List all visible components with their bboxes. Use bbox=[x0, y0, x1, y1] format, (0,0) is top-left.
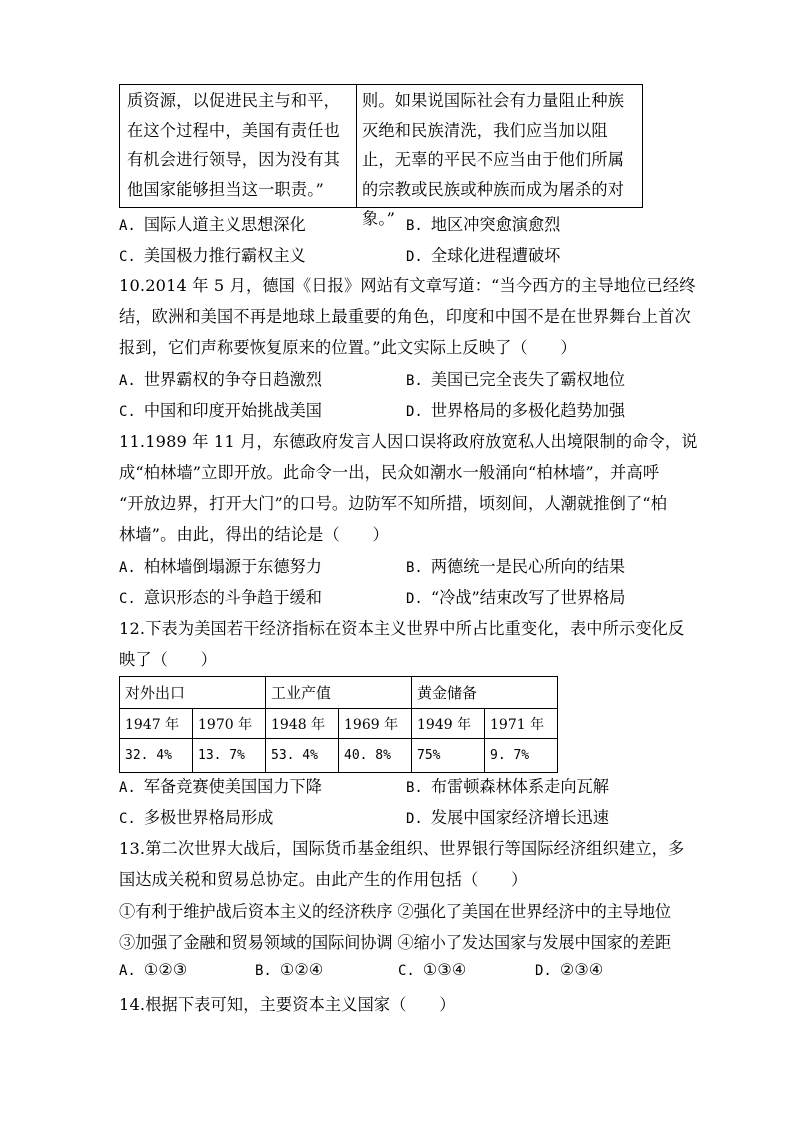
table-year-cell: 1947 年 bbox=[120, 709, 193, 739]
option-label: C. bbox=[119, 591, 136, 607]
q10-option-c[interactable] bbox=[119, 397, 322, 421]
q11-option-b[interactable] bbox=[406, 553, 625, 577]
option-text: 发展中国家经济增长迅速 bbox=[430, 808, 609, 827]
option-label: B. bbox=[406, 373, 423, 389]
table-year-cell: 1949 年 bbox=[412, 709, 485, 739]
quote-right-cell: 则。如果说国际社会有力量阻止种族灭绝和民族清洗，我们应当加以阻止，无辜的平民不应当由于他们所属的宗教或民族或种族而成为屠杀的对象。” bbox=[362, 91, 625, 228]
q11-option-a[interactable] bbox=[119, 553, 322, 577]
option-label: B. bbox=[406, 780, 423, 796]
option-text: ②③④ bbox=[559, 960, 604, 979]
q10-stem-line-1: 10.2014 年 5 月，德国《日报》网站有文章写道：“当今西方的主导地位已经终 bbox=[119, 276, 696, 295]
table-year-cell: 1948 年 bbox=[266, 709, 339, 739]
option-text: 两德统一是民心所向的结果 bbox=[430, 557, 626, 576]
q13-statements-line-1: ①有利于维护战后资本主义的经济秩序 ②强化了美国在世界经济中的主导地位 bbox=[119, 902, 672, 921]
q10-option-d[interactable] bbox=[406, 397, 625, 421]
option-label: D. bbox=[535, 963, 552, 979]
option-label: C. bbox=[119, 404, 136, 420]
q11-stem-line-1: 11.1989 年 11 月，东德政府发言人因口误将政府放宽私人出境限制的命令，说 bbox=[119, 432, 698, 451]
q12-stem-line-1: 12.下表为美国若干经济指标在资本主义世界中所占比重变化，表中所示变化反 bbox=[119, 619, 685, 638]
table-value-cell: 9. 7% bbox=[485, 739, 558, 773]
option-label: B. bbox=[255, 963, 272, 979]
option-label: B. bbox=[406, 218, 423, 234]
q11-option-d[interactable] bbox=[406, 584, 625, 608]
option-label: D. bbox=[406, 591, 423, 607]
q9-option-a[interactable] bbox=[119, 211, 306, 235]
option-text: 中国和印度开始挑战美国 bbox=[143, 401, 322, 420]
q10-stem-line-2: 结，欧洲和美国不再是地球上最重要的角色，印度和中国不是在世界舞台上首次 bbox=[119, 307, 691, 326]
option-label: A. bbox=[119, 218, 136, 234]
q12-option-b[interactable] bbox=[406, 773, 609, 797]
option-text: 布雷顿森林体系走向瓦解 bbox=[430, 777, 609, 796]
q14-stem-line-1: 14.根据下表可知，主要资本主义国家（ ） bbox=[119, 995, 456, 1014]
q11-stem-line-4: 林墙”。由此，得出的结论是（ ） bbox=[119, 525, 389, 544]
option-label: C. bbox=[119, 249, 136, 265]
q13-stem-line-1: 13.第二次世界大战后，国际货币基金组织、世界银行等国际经济组织建立，多 bbox=[119, 839, 685, 858]
q13-option-c[interactable] bbox=[398, 960, 466, 979]
option-text: ①②④ bbox=[279, 960, 324, 979]
option-text: 地区冲突愈演愈烈 bbox=[430, 215, 561, 234]
option-label: B. bbox=[406, 560, 423, 576]
table-header-cell: 对外出口 bbox=[120, 677, 266, 709]
q10-option-a[interactable] bbox=[119, 366, 322, 390]
table-header-cell: 黄金储备 bbox=[412, 677, 558, 709]
table-header-cell: 工业产值 bbox=[266, 677, 412, 709]
q12-option-a[interactable] bbox=[119, 773, 322, 797]
q9-option-d[interactable] bbox=[406, 242, 560, 266]
option-text: 世界霸权的争夺日趋激烈 bbox=[143, 370, 322, 389]
quote-left-cell: 质资源，以促进民主与和平，在这个过程中，美国有责任也有机会进行领导，因为没有其他国家能够担当这一职责。” bbox=[120, 85, 357, 207]
option-text: “冷战”结束改写了世界格局 bbox=[430, 588, 626, 607]
option-text: 柏林墙倒塌源于东德努力 bbox=[143, 557, 322, 576]
q11-stem-line-2: 成“柏林墙”立即开放。此命令一出，民众如潮水一般涌向“柏林墙”，并高呼 bbox=[119, 463, 660, 482]
option-text: ①③④ bbox=[422, 960, 467, 979]
option-label: A. bbox=[119, 560, 136, 576]
q13-statements-line-2: ③加强了金融和贸易领域的国际间协调 ④缩小了发达国家与发展中国家的差距 bbox=[119, 933, 672, 952]
q9-option-c[interactable] bbox=[119, 242, 306, 266]
q9-option-b[interactable] bbox=[406, 211, 560, 235]
q13-option-d[interactable] bbox=[535, 960, 603, 979]
option-text: 全球化进程遭破坏 bbox=[430, 246, 561, 265]
q13-option-b[interactable] bbox=[255, 960, 323, 979]
option-text: 国际人道主义思想深化 bbox=[143, 215, 306, 234]
option-label: A. bbox=[119, 780, 136, 796]
option-text: 军备竞赛使美国国力下降 bbox=[143, 777, 322, 796]
option-label: D. bbox=[406, 811, 423, 827]
option-label: A. bbox=[119, 373, 136, 389]
table-value-cell: 53. 4% bbox=[266, 739, 339, 773]
table-value-cell: 13. 7% bbox=[193, 739, 266, 773]
economy-table bbox=[119, 676, 558, 773]
q13-option-a[interactable] bbox=[119, 960, 187, 979]
table-year-cell: 1970 年 bbox=[193, 709, 266, 739]
table-year-cell: 1969 年 bbox=[339, 709, 412, 739]
table-value-cell: 32. 4% bbox=[120, 739, 193, 773]
option-text: 意识形态的斗争趋于缓和 bbox=[143, 588, 322, 607]
option-text: 美国已完全丧失了霸权地位 bbox=[430, 370, 626, 389]
q11-option-c[interactable] bbox=[119, 584, 322, 608]
q12-option-c[interactable] bbox=[119, 804, 273, 828]
option-label: C. bbox=[398, 963, 415, 979]
table-value-cell: 40. 8% bbox=[339, 739, 412, 773]
option-label: A. bbox=[119, 963, 136, 979]
q12-stem-line-2: 映了（ ） bbox=[119, 650, 218, 669]
option-label: D. bbox=[406, 249, 423, 265]
option-label: C. bbox=[119, 811, 136, 827]
q10-stem-line-3: 报到，它们声称要恢复原来的位置。”此文实际上反映了（ ） bbox=[119, 338, 577, 357]
table-value-cell: 75% bbox=[412, 739, 485, 773]
option-text: 世界格局的多极化趋势加强 bbox=[430, 401, 626, 420]
q13-stem-line-2: 国达成关税和贸易总协定。由此产生的作用包括（ ） bbox=[119, 870, 528, 889]
option-text: 美国极力推行霸权主义 bbox=[143, 246, 306, 265]
table-year-cell: 1971 年 bbox=[485, 709, 558, 739]
q11-stem-line-3: “开放边界，打开大门”的口号。边防军不知所措，顷刻间，人潮就推倒了“柏 bbox=[119, 494, 668, 513]
option-text: 多极世界格局形成 bbox=[143, 808, 274, 827]
q10-option-b[interactable] bbox=[406, 366, 625, 390]
option-label: D. bbox=[406, 404, 423, 420]
q12-option-d[interactable] bbox=[406, 804, 609, 828]
option-text: ①②③ bbox=[143, 960, 188, 979]
